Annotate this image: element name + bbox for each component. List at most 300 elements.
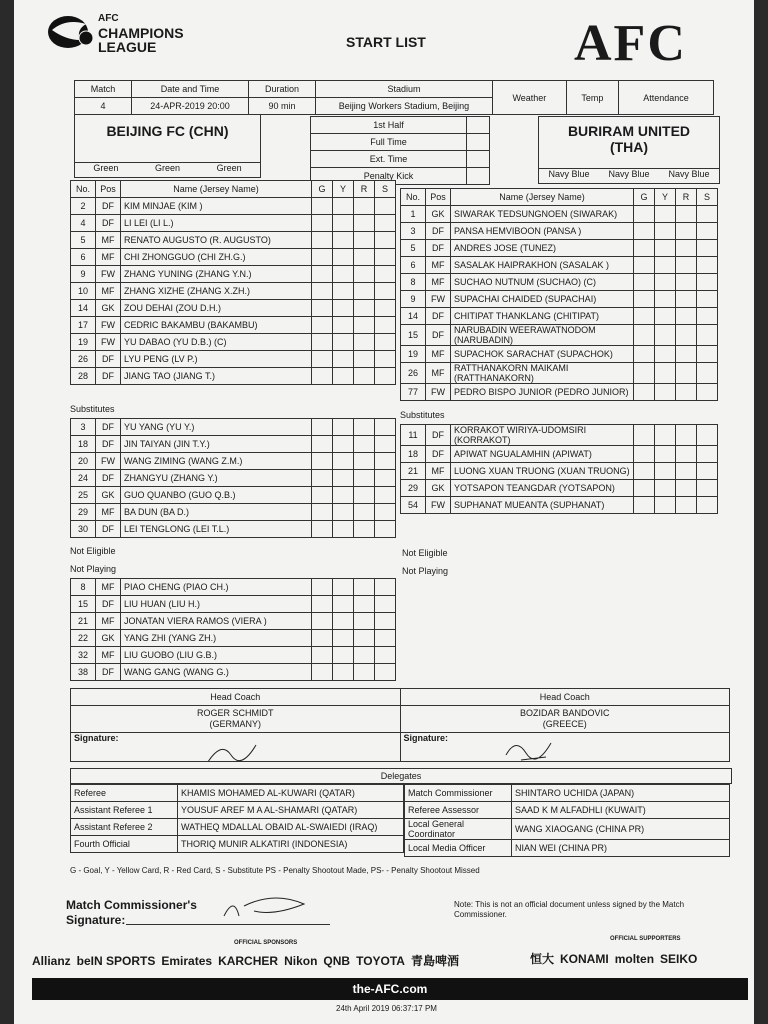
stat-cell <box>312 630 333 647</box>
stat-cell <box>697 384 718 401</box>
stat-cell <box>333 351 354 368</box>
acl-ball-icon <box>46 10 96 50</box>
player-position: GK <box>96 487 121 504</box>
acl-wordmark-bottom: LEAGUE <box>98 39 157 55</box>
away-coach-country: (GREECE) <box>542 719 587 729</box>
match-label: Match <box>75 81 132 98</box>
player-name: ZOU DEHAI (ZOU D.H.) <box>121 300 312 317</box>
player-row <box>71 300 396 317</box>
home-subs-label: Substitutes <box>70 404 115 414</box>
player-number: 15 <box>401 325 426 346</box>
player-number: 6 <box>401 257 426 274</box>
stat-cell <box>333 630 354 647</box>
stat-cell <box>333 613 354 630</box>
player-number: 9 <box>401 291 426 308</box>
legend-text: G - Goal, Y - Yellow Card, R - Red Card, S - Substitute PS - Penalty Shootout Made, PS- - Penalty Shootout Missed <box>70 866 480 875</box>
player-row <box>401 346 718 363</box>
sponsor-logo: SEIKO <box>660 952 698 966</box>
player-position: MF <box>96 249 121 266</box>
stat-cell <box>333 300 354 317</box>
player-position: FW <box>96 266 121 283</box>
player-number: 5 <box>71 232 96 249</box>
stat-cell <box>333 334 354 351</box>
stat-cell <box>697 446 718 463</box>
player-name: ZHANGYU (ZHANG Y.) <box>121 470 312 487</box>
roster-header-0: No. <box>401 189 426 206</box>
sponsor-logo: 青島啤酒 <box>410 954 459 968</box>
player-row <box>71 613 396 630</box>
stat-cell <box>697 346 718 363</box>
delegate-row <box>405 802 730 819</box>
supporter-row <box>530 950 752 968</box>
player-position: DF <box>426 223 451 240</box>
player-position: DF <box>426 325 451 346</box>
stat-cell <box>333 521 354 538</box>
delegate-row <box>71 802 404 819</box>
player-number: 26 <box>401 363 426 384</box>
player-row <box>71 266 396 283</box>
stat-cell <box>697 291 718 308</box>
player-row <box>71 334 396 351</box>
player-position: DF <box>96 198 121 215</box>
player-row <box>71 453 396 470</box>
roster-header-5: R <box>676 189 697 206</box>
stat-cell <box>354 266 375 283</box>
away-signature-scribble <box>501 735 561 762</box>
duration-value: 90 min <box>249 98 316 115</box>
player-position: FW <box>426 291 451 308</box>
player-number: 8 <box>401 274 426 291</box>
delegate-row <box>405 840 730 857</box>
stat-cell <box>312 249 333 266</box>
home-coach-country: (GERMANY) <box>209 719 261 729</box>
player-row <box>71 504 396 521</box>
stat-cell <box>333 232 354 249</box>
player-name: SASALAK HAIPRAKHON (SASALAK ) <box>451 257 634 274</box>
player-number: 8 <box>71 579 96 596</box>
stat-cell <box>676 384 697 401</box>
stat-cell <box>312 215 333 232</box>
acl-wordmark-top: AFC <box>98 13 119 24</box>
stat-cell <box>697 223 718 240</box>
roster-header-1: Pos <box>426 189 451 206</box>
stat-cell <box>375 630 396 647</box>
player-row <box>71 249 396 266</box>
player-number: 9 <box>71 266 96 283</box>
player-position: GK <box>96 300 121 317</box>
stat-cell <box>697 308 718 325</box>
stat-cell <box>655 257 676 274</box>
sponsor-logo: Nikon <box>284 954 318 968</box>
afc-logo: AFC <box>574 15 687 72</box>
player-number: 3 <box>71 419 96 436</box>
player-name: RENATO AUGUSTO (R. AUGUSTO) <box>121 232 312 249</box>
stat-cell <box>354 300 375 317</box>
stat-cell <box>676 446 697 463</box>
home-not-playing-table <box>70 578 396 681</box>
stat-cell <box>634 223 655 240</box>
away-team-name: BURIRAM UNITED <box>567 123 691 139</box>
stat-cell <box>655 206 676 223</box>
stat-cell <box>676 240 697 257</box>
stat-cell <box>333 579 354 596</box>
away-signature-label: Signature: <box>403 733 449 743</box>
player-name: PANSA HEMVIBOON (PANSA ) <box>451 223 634 240</box>
duration-label: Duration <box>249 81 316 98</box>
player-name: YANG ZHI (YANG ZH.) <box>121 630 312 647</box>
delegate-row <box>405 785 730 802</box>
delegate-role: Fourth Official <box>71 836 178 853</box>
delegate-row <box>71 785 404 802</box>
player-number: 25 <box>71 487 96 504</box>
player-name: JIN TAIYAN (JIN T.Y.) <box>121 436 312 453</box>
player-name: PIAO CHENG (PIAO CH.) <box>121 579 312 596</box>
stat-cell <box>655 308 676 325</box>
player-position: MF <box>426 463 451 480</box>
roster-header-row <box>71 181 396 198</box>
player-position: FW <box>96 317 121 334</box>
home-coach-cell <box>71 706 401 733</box>
weather-label: Weather <box>493 81 567 115</box>
roster-header-6: S <box>697 189 718 206</box>
player-row <box>71 630 396 647</box>
player-position: DF <box>96 215 121 232</box>
stat-cell <box>354 198 375 215</box>
match-value: 4 <box>75 98 132 115</box>
roster-header-0: No. <box>71 181 96 198</box>
stat-cell <box>655 425 676 446</box>
delegate-row <box>405 819 730 840</box>
stat-cell <box>375 596 396 613</box>
delegate-role: Assistant Referee 2 <box>71 819 178 836</box>
stat-cell <box>354 215 375 232</box>
stat-cell <box>375 664 396 681</box>
player-number: 4 <box>71 215 96 232</box>
player-name: LEI TENGLONG (LEI T.L.) <box>121 521 312 538</box>
stat-cell <box>333 266 354 283</box>
start-list-document <box>14 0 754 1024</box>
stat-cell <box>312 579 333 596</box>
player-number: 22 <box>71 630 96 647</box>
home-kit-socks: Green <box>216 163 242 173</box>
stat-cell <box>354 470 375 487</box>
stat-cell <box>676 291 697 308</box>
stat-cell <box>676 480 697 497</box>
stat-cell <box>634 363 655 384</box>
delegate-role: Referee Assessor <box>405 802 512 819</box>
player-position: GK <box>426 206 451 223</box>
stat-cell <box>354 351 375 368</box>
player-row <box>71 198 396 215</box>
stat-cell <box>634 291 655 308</box>
player-number: 29 <box>401 480 426 497</box>
player-name: SIWARAK TEDSUNGNOEN (SIWARAK) <box>451 206 634 223</box>
stat-cell <box>375 368 396 385</box>
player-position: FW <box>426 497 451 514</box>
player-row <box>71 215 396 232</box>
period-full-time: Full Time <box>311 134 467 151</box>
player-position: DF <box>426 308 451 325</box>
player-name: ANDRES JOSE (TUNEZ) <box>451 240 634 257</box>
player-row <box>71 647 396 664</box>
attendance-label: Attendance <box>619 81 714 115</box>
delegate-name: YOUSUF AREF M A AL-SHAMARI (QATAR) <box>178 802 404 819</box>
away-coach-cell <box>400 706 730 733</box>
stat-cell <box>655 384 676 401</box>
player-name: KIM MINJAE (KIM ) <box>121 198 312 215</box>
stat-cell <box>312 647 333 664</box>
player-row <box>401 223 718 240</box>
stat-cell <box>655 240 676 257</box>
home-subs-table <box>70 418 396 538</box>
player-number: 1 <box>401 206 426 223</box>
stat-cell <box>312 487 333 504</box>
sponsor-logo: KONAMI <box>560 952 609 966</box>
home-signature-cell <box>71 733 401 762</box>
player-row <box>401 325 718 346</box>
roster-header-2: Name (Jersey Name) <box>121 181 312 198</box>
home-starters-table <box>70 180 396 385</box>
stat-cell <box>333 647 354 664</box>
stat-cell <box>697 363 718 384</box>
stat-cell <box>312 283 333 300</box>
delegate-role: Referee <box>71 785 178 802</box>
away-subs-label: Substitutes <box>400 410 445 420</box>
stat-cell <box>333 368 354 385</box>
player-number: 77 <box>401 384 426 401</box>
player-row <box>401 384 718 401</box>
player-name: LUONG XUAN TRUONG (XUAN TRUONG) <box>451 463 634 480</box>
stat-cell <box>312 351 333 368</box>
note-text: Note: This is not an official document unless signed by the Match Commissioner. <box>454 900 685 919</box>
delegates-right-table <box>404 784 730 857</box>
player-name: RATTHANAKORN MAIKAMI (RATTHANAKORN) <box>451 363 634 384</box>
player-number: 21 <box>401 463 426 480</box>
stat-cell <box>312 453 333 470</box>
delegates-title: Delegates <box>70 768 732 784</box>
stat-cell <box>676 274 697 291</box>
away-team-country: (THA) <box>609 139 649 155</box>
player-position: DF <box>96 368 121 385</box>
stat-cell <box>676 257 697 274</box>
player-number: 14 <box>71 300 96 317</box>
stat-cell <box>354 232 375 249</box>
player-name: SUPACHAI CHAIDED (SUPACHAI) <box>451 291 634 308</box>
sponsor-logo: Allianz <box>32 954 71 968</box>
stat-cell <box>697 425 718 446</box>
stat-cell <box>354 630 375 647</box>
player-number: 2 <box>71 198 96 215</box>
sponsor-logo: Emirates <box>161 954 213 968</box>
home-coach-name: ROGER SCHMIDT <box>197 708 274 718</box>
player-number: 24 <box>71 470 96 487</box>
sponsor-logo: 恒大 <box>530 952 555 966</box>
delegate-name: SAAD K M ALFADHLI (KUWAIT) <box>512 802 730 819</box>
delegate-role: Local Media Officer <box>405 840 512 857</box>
stat-cell <box>697 480 718 497</box>
player-number: 30 <box>71 521 96 538</box>
acl-wordmark-mid: CHAMPIONS <box>98 25 184 41</box>
stat-cell <box>676 206 697 223</box>
sponsor-row <box>32 952 512 970</box>
stat-cell <box>354 664 375 681</box>
home-signature-scribble <box>201 735 271 762</box>
home-not-eligible-label: Not Eligible <box>70 546 116 556</box>
player-position: DF <box>426 425 451 446</box>
home-coach-label: Head Coach <box>71 689 401 706</box>
player-row <box>401 308 718 325</box>
stat-cell <box>375 249 396 266</box>
stat-cell <box>676 463 697 480</box>
player-position: DF <box>96 351 121 368</box>
stat-cell <box>333 436 354 453</box>
home-kit-shorts: Green <box>155 163 181 173</box>
roster-header-row <box>401 189 718 206</box>
stat-cell <box>655 497 676 514</box>
roster-header-5: R <box>354 181 375 198</box>
stat-cell <box>333 249 354 266</box>
stat-cell <box>655 446 676 463</box>
delegate-name: KHAMIS MOHAMED AL-KUWARI (QATAR) <box>178 785 404 802</box>
website-bar <box>32 978 748 1000</box>
coaches-table <box>70 688 730 762</box>
player-number: 15 <box>71 596 96 613</box>
player-number: 3 <box>401 223 426 240</box>
player-row <box>401 206 718 223</box>
player-name: SUCHAO NUTNUM (SUCHAO) (C) <box>451 274 634 291</box>
stat-cell <box>655 223 676 240</box>
stat-cell <box>333 664 354 681</box>
player-number: 20 <box>71 453 96 470</box>
player-number: 38 <box>71 664 96 681</box>
away-kit-socks: Navy Blue <box>668 169 710 179</box>
player-name: GUO QUANBO (GUO Q.B.) <box>121 487 312 504</box>
player-name: SUPHANAT MUEANTA (SUPHANAT) <box>451 497 634 514</box>
player-row <box>71 419 396 436</box>
stat-cell <box>333 470 354 487</box>
stat-cell <box>354 436 375 453</box>
stat-cell <box>697 463 718 480</box>
player-number: 28 <box>71 368 96 385</box>
commissioner-signature-scribble <box>214 886 314 926</box>
player-row <box>401 463 718 480</box>
stat-cell <box>634 325 655 346</box>
stat-cell <box>676 308 697 325</box>
stat-cell <box>312 198 333 215</box>
stat-cell <box>634 308 655 325</box>
player-number: 21 <box>71 613 96 630</box>
player-name: YU DABAO (YU D.B.) (C) <box>121 334 312 351</box>
roster-header-6: S <box>375 181 396 198</box>
player-position: DF <box>96 470 121 487</box>
roster-header-3: G <box>312 181 333 198</box>
stat-cell <box>312 300 333 317</box>
stat-cell <box>354 368 375 385</box>
stat-cell <box>312 232 333 249</box>
period-penalty-kick: Penalty Kick <box>311 168 467 185</box>
stat-cell <box>333 596 354 613</box>
acl-wordmark <box>98 12 184 54</box>
player-row <box>401 363 718 384</box>
player-name: BA DUN (BA D.) <box>121 504 312 521</box>
home-signature-label: Signature: <box>74 733 119 743</box>
player-row <box>401 291 718 308</box>
player-number: 26 <box>71 351 96 368</box>
player-name: LIU GUOBO (LIU G.B.) <box>121 647 312 664</box>
away-team-box <box>538 116 720 184</box>
player-position: GK <box>96 630 121 647</box>
away-subs-table <box>400 424 718 514</box>
player-name: WANG GANG (WANG G.) <box>121 664 312 681</box>
stat-cell <box>354 317 375 334</box>
match-info-table <box>74 80 714 115</box>
stat-cell <box>655 363 676 384</box>
player-number: 19 <box>71 334 96 351</box>
player-position: MF <box>426 346 451 363</box>
player-number: 17 <box>71 317 96 334</box>
player-number: 29 <box>71 504 96 521</box>
player-number: 19 <box>401 346 426 363</box>
stat-cell <box>354 504 375 521</box>
periods-table <box>310 116 490 185</box>
stat-cell <box>354 579 375 596</box>
stat-cell <box>375 215 396 232</box>
stat-cell <box>634 446 655 463</box>
delegate-role: Match Commissioner <box>405 785 512 802</box>
player-position: DF <box>426 446 451 463</box>
stat-cell <box>312 596 333 613</box>
stat-cell <box>375 232 396 249</box>
player-name: CEDRIC BAKAMBU (BAKAMBU) <box>121 317 312 334</box>
player-row <box>71 283 396 300</box>
stat-cell <box>634 346 655 363</box>
date-value: 24-APR-2019 20:00 <box>132 98 249 115</box>
stat-cell <box>375 283 396 300</box>
stat-cell <box>354 647 375 664</box>
player-number: 10 <box>71 283 96 300</box>
player-number: 5 <box>401 240 426 257</box>
player-position: FW <box>96 334 121 351</box>
stat-cell <box>375 419 396 436</box>
roster-header-3: G <box>634 189 655 206</box>
home-not-playing-label: Not Playing <box>70 564 117 574</box>
stat-cell <box>333 215 354 232</box>
stat-cell <box>676 363 697 384</box>
stat-cell <box>634 425 655 446</box>
stat-cell <box>634 463 655 480</box>
player-name: YOTSAPON TEANGDAR (YOTSAPON) <box>451 480 634 497</box>
player-name: CHI ZHONGGUO (CHI ZH.G.) <box>121 249 312 266</box>
stat-cell <box>333 317 354 334</box>
stat-cell <box>354 487 375 504</box>
website-text: the-AFC.com <box>352 982 428 996</box>
stat-cell <box>375 453 396 470</box>
player-row <box>401 446 718 463</box>
away-kit-shorts: Navy Blue <box>608 169 650 179</box>
stat-cell <box>312 266 333 283</box>
stat-cell <box>634 384 655 401</box>
stadium-value: Beijing Workers Stadium, Beijing <box>316 98 493 115</box>
page-title: START LIST <box>346 34 426 50</box>
stat-cell <box>375 504 396 521</box>
stat-cell <box>634 257 655 274</box>
stat-cell <box>333 453 354 470</box>
player-row <box>401 425 718 446</box>
delegate-row <box>71 836 404 853</box>
home-team-name: BEIJING FC (CHN) <box>106 123 229 139</box>
player-number: 18 <box>71 436 96 453</box>
stat-cell <box>375 266 396 283</box>
